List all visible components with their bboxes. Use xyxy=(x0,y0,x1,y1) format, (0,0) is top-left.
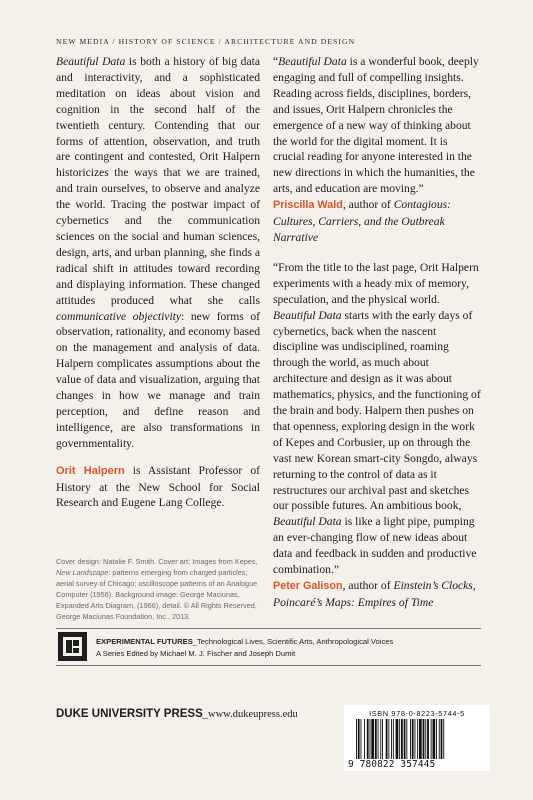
barcode-icon xyxy=(356,719,480,759)
isbn-text: ISBN 978-0-8223-5744-5 xyxy=(369,709,465,718)
credits-text-2: : patterns emerging from charged particles; aerial survey of Chicago; oscilloscope patterns of an Analogue Computer (1956). Background image: George Maciunas, Expanded Arts Diagram, (1966), detail. © All Rights Reserved, George Maciunas Foundation, Inc., 2013. xyxy=(56,568,258,621)
blurb-2-text-b: starts with the early days of cybernetics, back when the nascent discipline was undisciplined, roaming through the world, as much about architecture and design as it was about mathematics, physics, and the functioning of the brain and body. Halpern then pushes on that openness, exploring design in the work of Kepes and Corbusier, up on through the vast new Korean smart-city Songdo, always returning to the control of data as it restructures our archival past and sketches our possible futures. An ambitious book, xyxy=(273,308,481,513)
barcode-bar xyxy=(386,719,388,759)
blurb-1 xyxy=(273,54,481,197)
blurb-2-role: , author of xyxy=(342,579,394,592)
blurb-2-text-c: is like a light pipe, pumping an ever-changing flow of new ideas about data and feedback in sudden and productive combination.” xyxy=(273,515,477,577)
quote-open: “ xyxy=(273,55,279,68)
barcode-bar xyxy=(356,719,357,759)
series-title xyxy=(96,637,393,646)
barcode-bar xyxy=(404,719,406,759)
blurb-1-title: Beautiful Data xyxy=(278,55,347,68)
book-description xyxy=(56,54,260,452)
barcode-bar xyxy=(393,719,394,759)
credits-text-1: Cover design: Natalie F. Smith. Cover art: Images from Kepes, xyxy=(56,557,258,566)
barcode-bar xyxy=(367,719,369,759)
barcode-bar xyxy=(375,719,377,759)
blurb-2-attrib xyxy=(273,578,481,611)
series-banner xyxy=(56,628,481,666)
barcode-bar xyxy=(388,719,389,759)
barcode-bar xyxy=(427,719,429,759)
barcode-bar xyxy=(396,719,399,759)
author-name: Orit Halpern xyxy=(56,464,125,477)
barcode-bar xyxy=(364,719,365,759)
barcode-digits: 9 780822 357445 xyxy=(348,759,436,770)
barcode-bar xyxy=(436,719,437,759)
blurb-2-name: Peter Galison xyxy=(273,580,343,592)
blurb-1-book: Contagious: Cultures, Carriers, and the Outbreak Narrative xyxy=(273,198,452,244)
desc-text-1: is both a history of big data and interactivity, and a sophisticated meditation on ideas about vision and cognition in the second half of the twentieth century. Contending that our forms of attention, observation, and truth are contingent and contested, Orit Halpern historicizes the ways that we are trained, and train ourselves, to observe and analyze the world. Tracing the postwar impact of cybernetics and the communication sciences on the social and human sciences, design, arts, and urban planning, she finds a radical shift in attitudes toward recording and displaying information. These changed attitudes produced what she calls xyxy=(56,55,260,307)
barcode-bar xyxy=(380,719,381,759)
barcode-bar xyxy=(443,719,444,759)
series-subtitle: _Technological Lives, Scientific Arts, Anthropological Voices xyxy=(192,637,394,646)
blurb-1-attrib xyxy=(273,197,481,246)
barcode-bar xyxy=(382,719,383,759)
desc-text-2: : new forms of observation, rationality, and economy based on the management and analysis of data. Halpern complicates assumptions about the value of data and visualization, arguing that changes in how we manage and train perception, and define reason and intelligence, are also transformations in governmentality. xyxy=(56,309,261,450)
barcode-bar xyxy=(358,719,360,759)
blurb-1-text: is a wonderful book, deeply engaging and full of compelling insights. Reading across fields, disciplines, borders, and issues, Orit Halpern chronicles the emergence of a new way of thinking about the world for the digital moment. It is crucial reading for anyone interested in the new directions in which the humanities, the arts, and education are moving.” xyxy=(273,55,479,196)
barcode-bar xyxy=(378,719,379,759)
blurb-2-text-a: “From the title to the last page, Orit Halpern experiments with a heady mix of memory, speculation, and the physical world. xyxy=(273,260,479,306)
series-name: EXPERIMENTAL FUTURES xyxy=(96,637,193,646)
barcode-bar xyxy=(401,719,403,759)
barcode-bar xyxy=(399,719,400,759)
blurb-2-title: Beautiful Data xyxy=(273,308,342,322)
credits-em: New Landscape xyxy=(56,568,109,577)
publisher-line xyxy=(56,708,298,720)
blurb-2-title2: Beautiful Data xyxy=(273,515,342,529)
blurb-2 xyxy=(273,260,481,578)
blurbs-column xyxy=(273,54,481,611)
barcode-bar xyxy=(423,719,425,759)
barcode-bar xyxy=(406,719,407,759)
barcode-bar xyxy=(441,719,443,759)
barcode-bar xyxy=(371,719,374,759)
barcode-bar xyxy=(410,719,411,759)
barcode-bar xyxy=(417,719,418,759)
barcode-bar xyxy=(370,719,371,759)
barcode-bar xyxy=(391,719,392,759)
cover-credits xyxy=(56,556,260,622)
blurb-1-name: Priscilla Wald xyxy=(273,199,343,212)
barcode-bar xyxy=(431,719,432,759)
blurb-2-book: Einstein’s Clocks, Poincaré’s Maps: Empires of Time xyxy=(273,579,476,609)
publisher-url: _www.dukeupress.edu xyxy=(202,709,298,720)
barcode-bar xyxy=(433,719,436,759)
barcode-bar xyxy=(415,719,416,759)
series-logo-icon xyxy=(58,632,87,661)
barcode-bar xyxy=(361,719,362,759)
barcode-bar xyxy=(439,719,440,759)
concept-em: communicative objectivity xyxy=(56,309,182,323)
book-title-em: Beautiful Data xyxy=(56,55,126,68)
blurb-1-role: , author of xyxy=(342,198,394,212)
barcode-bar xyxy=(412,719,414,759)
category-line: NEW MEDIA / HISTORY OF SCIENCE / ARCHITECTURE AND DESIGN xyxy=(56,37,356,46)
series-editors: A Series Edited by Michael M. J. Fischer and Joseph Dumit xyxy=(96,649,296,658)
description-column xyxy=(56,54,260,511)
barcode-bar xyxy=(419,719,422,759)
barcode-box xyxy=(344,705,490,771)
barcode-bar xyxy=(425,719,426,759)
author-bio xyxy=(56,463,260,512)
author-bio-text: is Assistant Professor of History at the New School for Social Research and Eugene Lang College. xyxy=(56,463,260,510)
publisher-name: DUKE UNIVERSITY PRESS xyxy=(56,708,203,720)
